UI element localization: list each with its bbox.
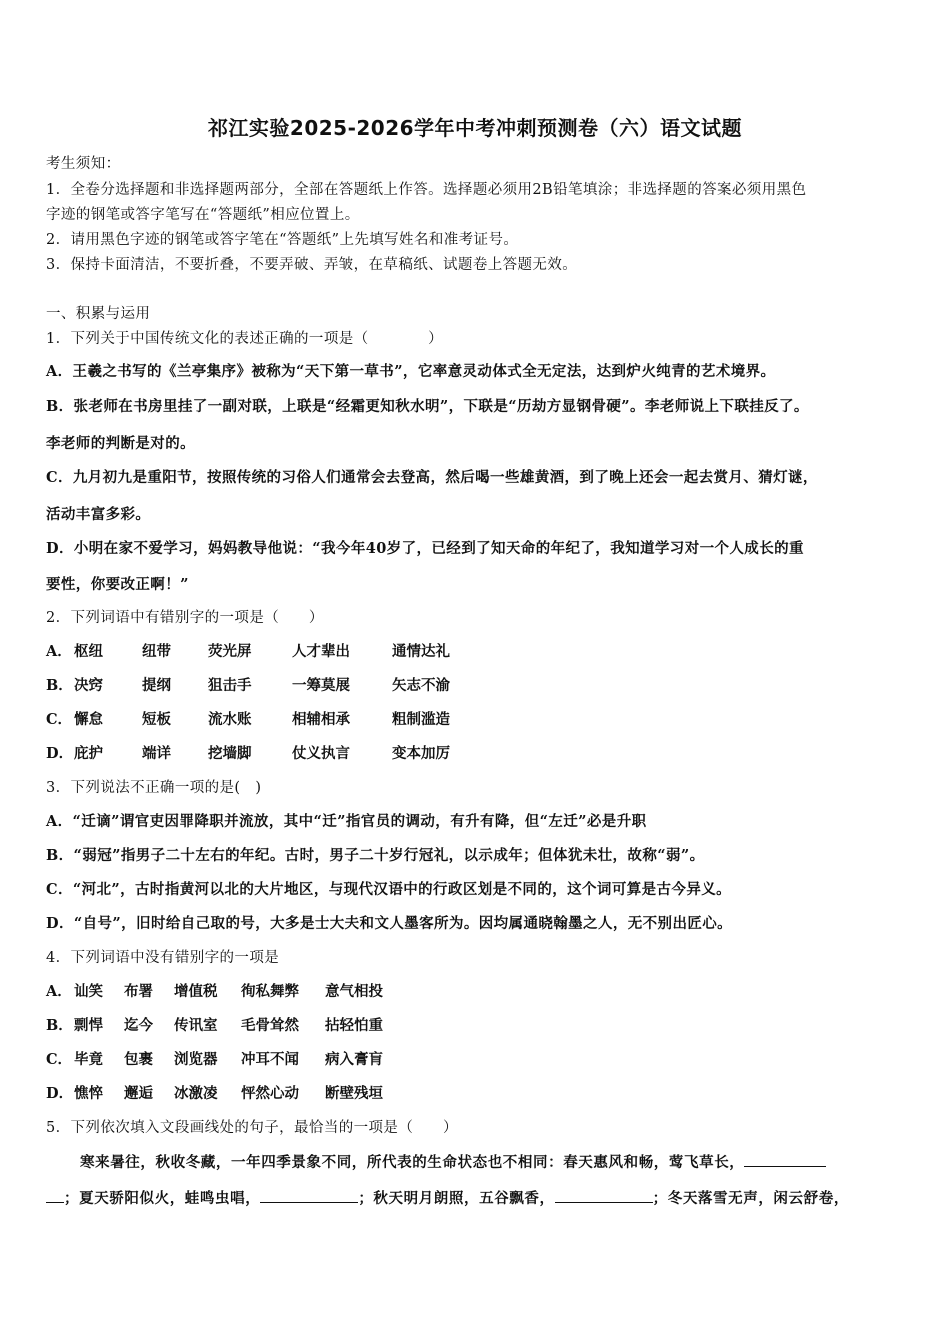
option-word: 邂逅: [124, 1085, 153, 1102]
fill-blank[interactable]: [555, 1188, 653, 1203]
question-3-stem: 3．下列说法不正确一项的是( ): [46, 780, 262, 796]
option-word: 冰激凌: [174, 1085, 218, 1102]
option-word: 挖墙脚: [208, 745, 252, 762]
option-word: 拈轻怕重: [325, 1017, 383, 1034]
q4-option-row: [46, 980, 383, 1001]
fill-blank[interactable]: [46, 1188, 64, 1203]
option-word: 懈怠: [74, 711, 103, 728]
option-word: 讪笑: [74, 983, 103, 1000]
option-word: 端详: [142, 745, 171, 762]
notice-item: 1．全卷分选择题和非选择题两部分，全部在答题纸上作答。选择题必须用2B铅笔填涂；非选择题的答案必须用黑色: [46, 182, 807, 198]
q2-option-row: [46, 640, 450, 661]
option-word: 迄今: [124, 1017, 153, 1034]
fill-blank[interactable]: [260, 1188, 358, 1203]
option-word: 冲耳不闻: [241, 1051, 299, 1068]
option-word: 仗义执言: [292, 745, 350, 762]
option-word: 矢志不渝: [392, 677, 450, 694]
option-word: 包裹: [124, 1051, 153, 1068]
question-4-stem: 4．下列词语中没有错别字的一项是: [46, 950, 280, 966]
option-word: 决窍: [74, 677, 103, 694]
option-label: C．: [46, 1051, 73, 1068]
option-word: 毕竟: [74, 1051, 103, 1068]
option-word: 憔悴: [74, 1085, 103, 1102]
q1-option-b: B．张老师在书房里挂了一副对联，上联是“经霜更知秋水明”，下联是“历劫方显钢骨硬”。李老师说上下联挂反了。: [46, 398, 809, 415]
option-word: 怦然心动: [241, 1085, 299, 1102]
option-label: A．: [46, 643, 72, 660]
q5-passage-line-1: [80, 1151, 910, 1172]
option-word: 相辅相承: [292, 711, 350, 728]
option-word: 浏览器: [174, 1051, 218, 1068]
q4-option-row: [46, 1082, 383, 1103]
option-label: D．: [46, 1085, 74, 1102]
option-word: 一筹莫展: [292, 677, 350, 694]
option-word: 枢纽: [74, 643, 103, 660]
option-word: 纽带: [142, 643, 171, 660]
section-heading: 一、积累与运用: [46, 306, 151, 322]
q3-option-a: A．“迁谪”谓官吏因罪降职并流放，其中“迁”指官员的调动，有升有降，但“左迁”必是升职: [46, 813, 647, 830]
option-word: 短板: [142, 711, 171, 728]
q1-option-b-cont: 李老师的判断是对的。: [46, 435, 195, 452]
question-1-stem: 1．下列关于中国传统文化的表述正确的一项是（ ）: [46, 331, 444, 347]
q4-option-row: [46, 1014, 383, 1035]
q5-passage-line-2: [46, 1187, 916, 1208]
option-word: 提纲: [142, 677, 171, 694]
option-word: 意气相投: [325, 983, 383, 1000]
option-word: 荧光屏: [208, 643, 252, 660]
option-label: B．: [46, 1017, 73, 1034]
option-label: A．: [46, 983, 72, 1000]
notice-item: 3．保持卡面清洁，不要折叠，不要弄破、弄皱，在草稿纸、试题卷上答题无效。: [46, 257, 578, 273]
passage-text: 寒来暑往，秋收冬藏，一年四季景象不同，所代表的生命状态也不相同：春天惠风和畅，莺飞草长，: [80, 1154, 745, 1171]
option-word: 毛骨耸然: [241, 1017, 299, 1034]
question-5-stem: 5．下列依次填入文段画线处的句子，最恰当的一项是（ ）: [46, 1120, 458, 1136]
q2-option-row: [46, 674, 450, 695]
page-title: 祁江实验2025-2026学年中考冲刺预测卷（六）语文试题: [207, 116, 743, 140]
option-label: C．: [46, 711, 73, 728]
option-word: 流水账: [208, 711, 252, 728]
q1-option-c-cont: 活动丰富多彩。: [46, 506, 151, 523]
option-word: 布署: [124, 983, 153, 1000]
option-word: 庇护: [74, 745, 103, 762]
q3-option-c: C．“河北”，古时指黄河以北的大片地区，与现代汉语中的行政区划是不同的，这个词可算是古今异义。: [46, 881, 732, 898]
option-word: 狙击手: [208, 677, 252, 694]
option-word: 病入膏肓: [325, 1051, 383, 1068]
option-word: 变本加厉: [392, 745, 450, 762]
option-word: 徇私舞弊: [241, 983, 299, 1000]
q3-option-d: D．“自号”，旧时给自己取的号，大多是士大夫和文人墨客所为。因均属通晓翰墨之人，无不别出匠心。: [46, 915, 733, 932]
passage-text: ；夏天骄阳似火，蛙鸣虫唱，: [64, 1190, 261, 1207]
q3-option-b: B．“弱冠”指男子二十左右的年纪。古时，男子二十岁行冠礼，以示成年；但体犹未壮，故称“弱”。: [46, 847, 705, 864]
passage-text: ；秋天明月朗照，五谷飘香，: [358, 1190, 555, 1207]
option-label: D．: [46, 745, 74, 762]
q2-option-row: [46, 708, 450, 729]
option-word: 粗制滥造: [392, 711, 450, 728]
q1-option-c: C．九月初九是重阳节，按照传统的习俗人们通常会去登高，然后喝一些雄黄酒，到了晚上还会一起去赏月、猜灯谜，: [46, 469, 818, 486]
q1-option-d-cont: 要性，你要改正啊！”: [46, 576, 189, 593]
passage-text: ；冬天落雪无声，闲云舒卷，: [652, 1190, 849, 1207]
q4-option-row: [46, 1048, 383, 1069]
option-word: 通情达礼: [392, 643, 450, 660]
notice-heading: 考生须知：: [46, 156, 121, 172]
notice-item: 字迹的钢笔或答字笔写在“答题纸”相应位置上。: [46, 207, 360, 223]
option-label: B．: [46, 677, 73, 694]
notice-item: 2．请用黑色字迹的钢笔或答字笔在“答题纸”上先填写姓名和准考证号。: [46, 232, 519, 248]
q1-option-d: D．小明在家不爱学习，妈妈教导他说：“我今年40岁了，已经到了知天命的年纪了，我知道学习对一个人成长的重: [46, 540, 804, 557]
option-word: 人才辈出: [292, 643, 350, 660]
question-2-stem: 2．下列词语中有错别字的一项是（ ）: [46, 610, 324, 626]
option-word: 断壁残垣: [325, 1085, 383, 1102]
q1-option-a: A．王羲之书写的《兰亭集序》被称为“天下第一草书”，它率意灵动体式全无定法，达到炉火纯青的艺术境界。: [46, 363, 776, 380]
option-word: 传讯室: [174, 1017, 218, 1034]
option-word: 剽悍: [74, 1017, 103, 1034]
fill-blank[interactable]: [744, 1152, 826, 1167]
q2-option-row: [46, 742, 450, 763]
option-word: 增值税: [174, 983, 218, 1000]
